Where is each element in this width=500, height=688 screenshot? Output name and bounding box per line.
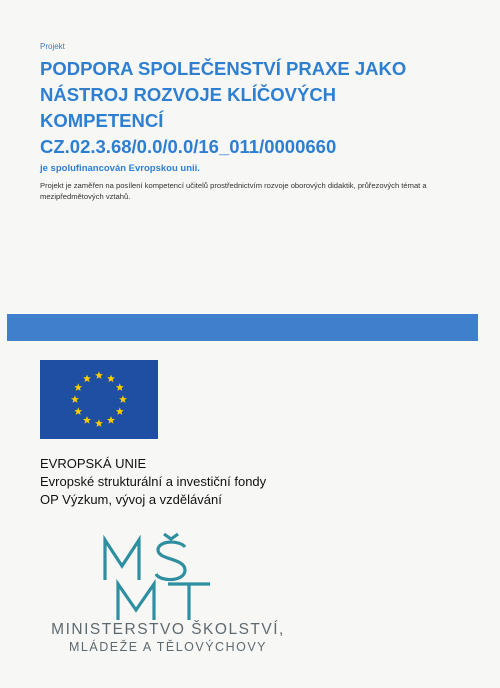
project-code: CZ.02.3.68/0.0/0.0/16_011/0000660 [40,136,337,157]
eu-line: Evropské strukturální a investiční fondy [40,474,267,489]
title-line: KOMPETENCÍ [40,110,164,131]
project-title [40,56,460,160]
title-line: NÁSTROJ ROZVOJE KLÍČOVÝCH [40,84,337,105]
eu-line: EVROPSKÁ UNIE [40,456,147,471]
title-line: PODPORA SPOLEČENSTVÍ PRAXE JAKO [40,58,407,79]
msmt-logo-icon [100,532,225,622]
ministry-line-1: MINISTERSTVO ŠKOLSTVÍ, [51,621,285,638]
project-label: Projekt [40,42,65,51]
project-description: Projekt je zaměřen na posílení kompetencí učitelů prostřednictvím rozvoje oborových didaktik, průřezových témat a mezipředmětových vztahů. [40,181,427,201]
blue-divider-bar [7,314,478,341]
eu-line: OP Výzkum, vývoj a vzdělávání [40,492,222,507]
ministry-name [38,621,298,654]
ministry-line-2: MLÁDEŽE A TĚLOVÝCHOVY [69,640,267,654]
eu-flag-icon [40,360,158,439]
eu-text-block [40,455,266,509]
cofinancing-statement: je spolufinancován Evropskou unii. [40,163,200,174]
